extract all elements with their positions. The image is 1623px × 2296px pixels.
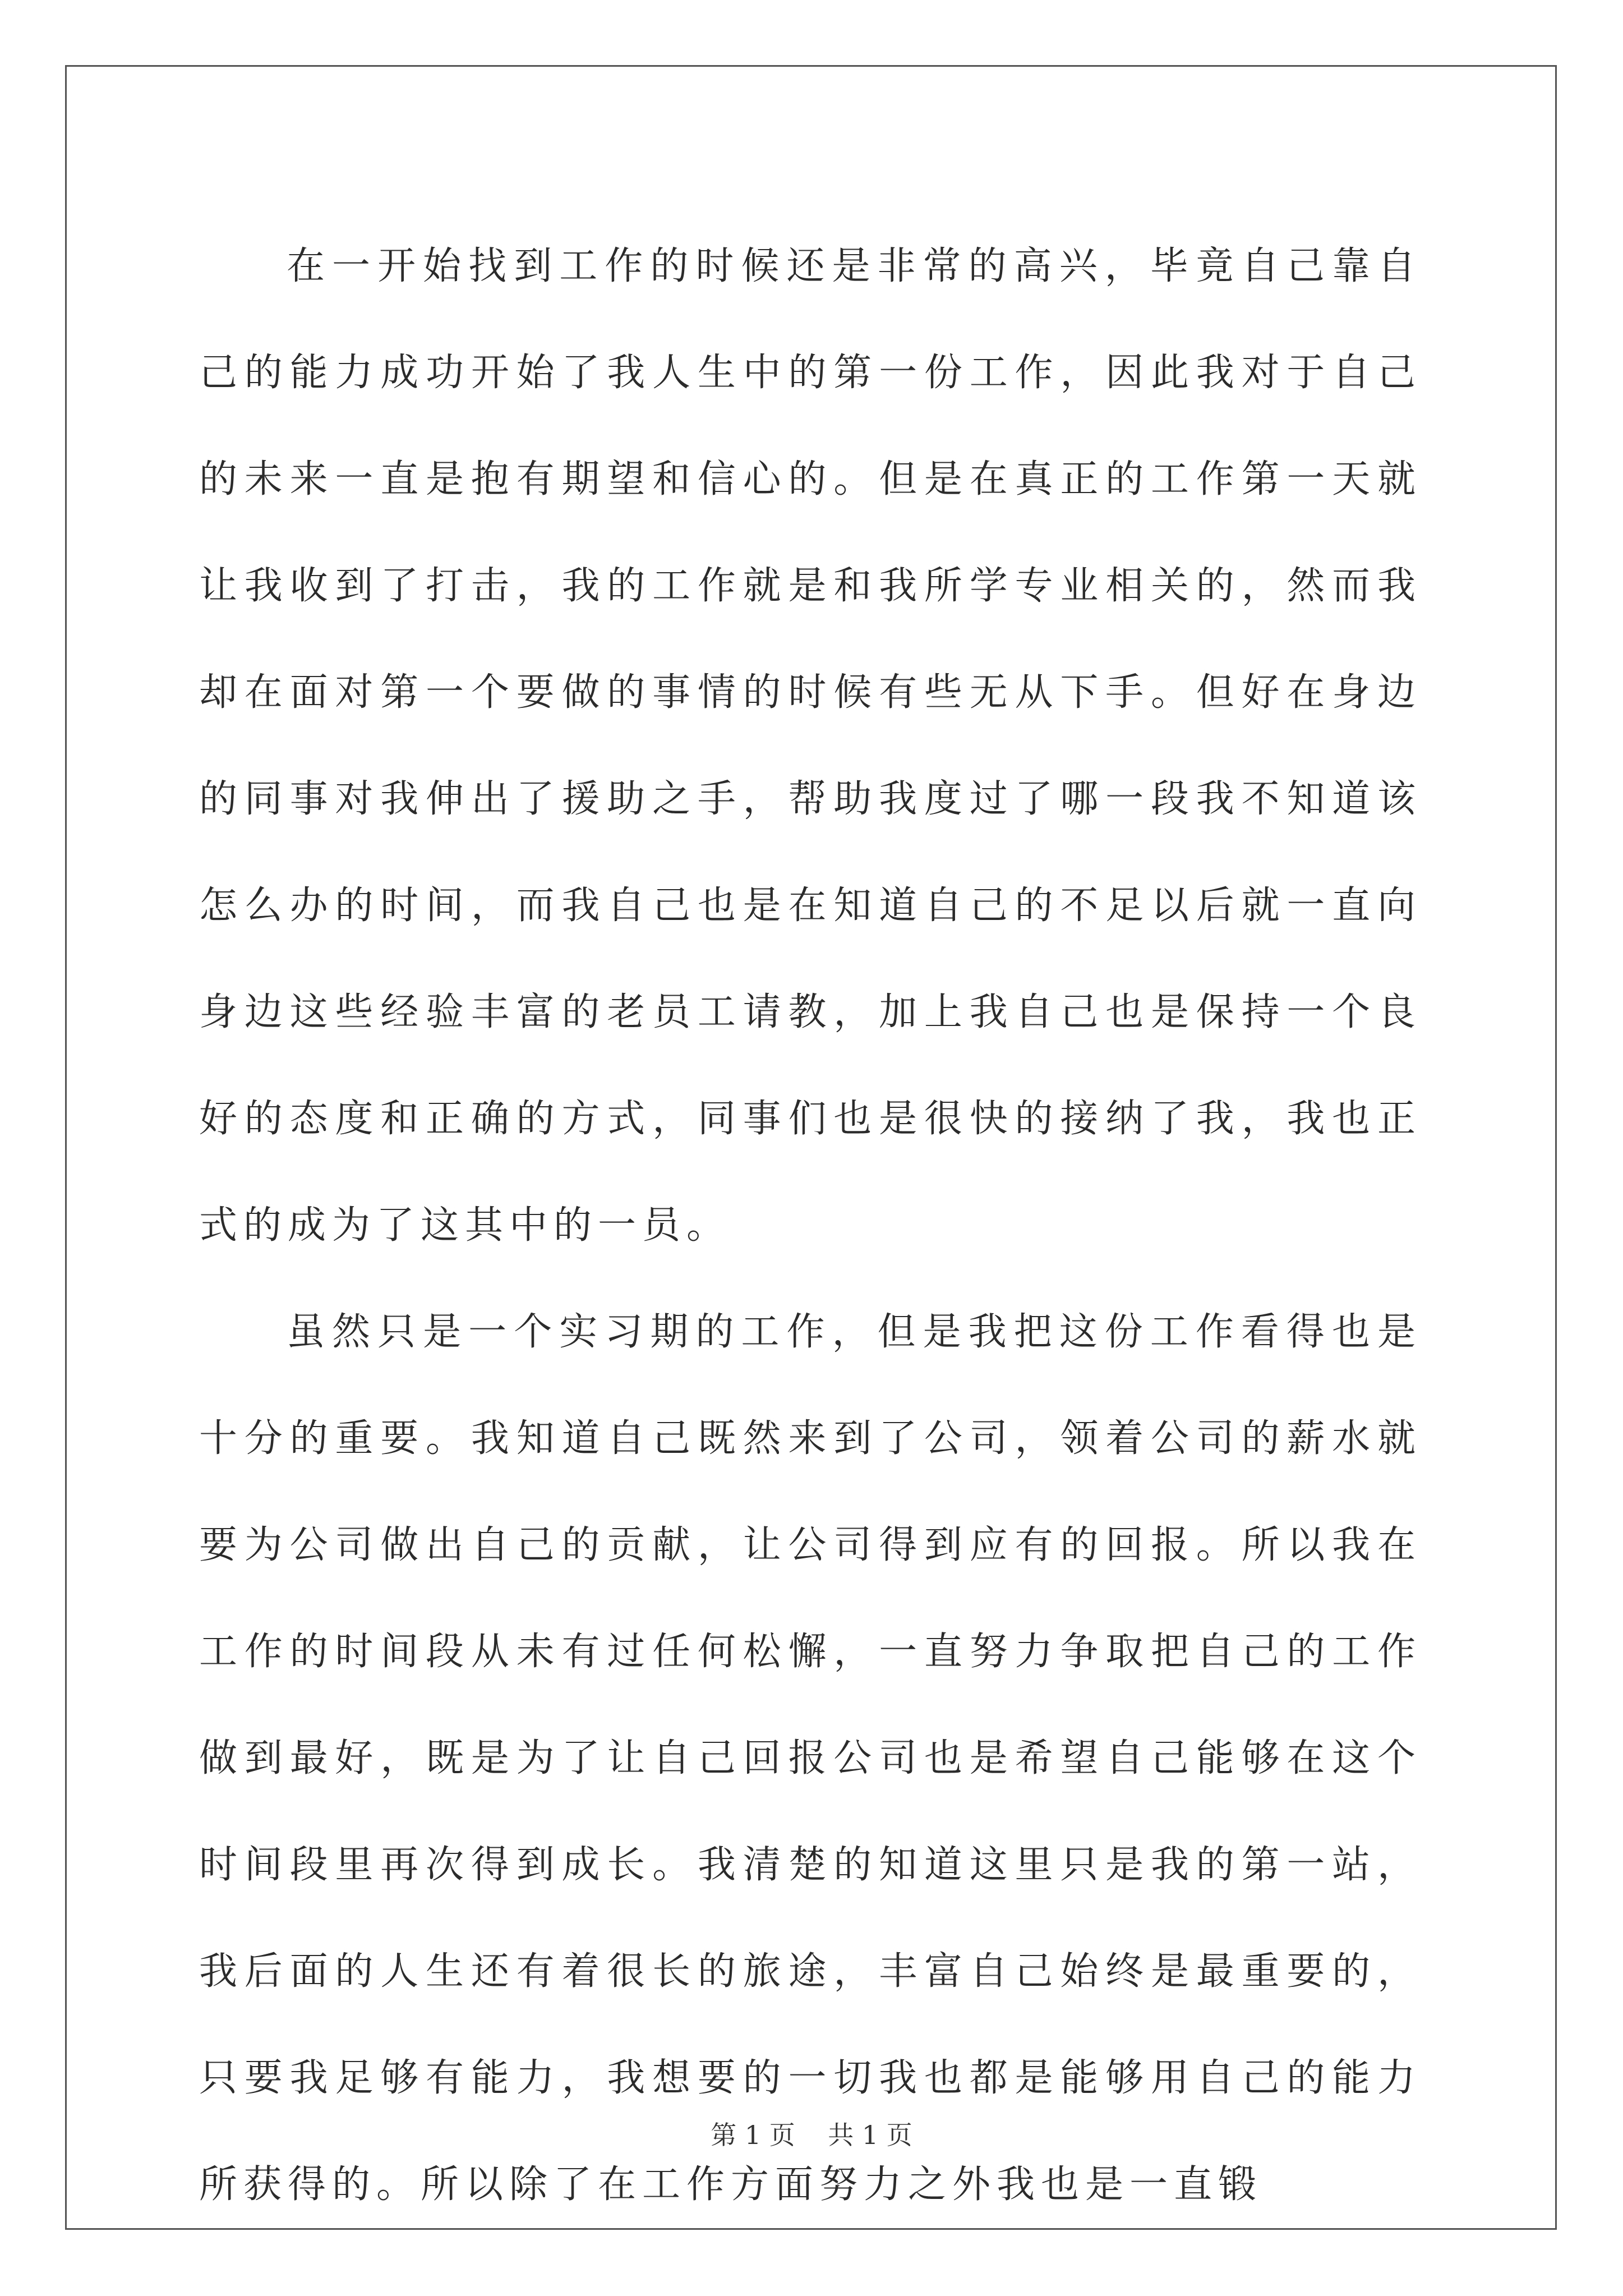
page-footer: 第 1 页 共 1 页 (711, 2120, 912, 2150)
document-body (199, 213, 1422, 2238)
paragraph-2: 虽然只是一个实习期的工作，但是我把这份工作看得也是十分的重要。我知道自己既然来到了公司，领着公司的薪水就要为公司做出自己的贡献，让公司得到应有的回报。所以我在工作的时间段从未有过任何松懈，一直努力争取把自己的工作做到最好，既是为了让自己回报公司也是希望自己能够在这个时间段里再次得到成长。我清楚的知道这里只是我的第一站，我后面的人生还有着很长的旅途，丰富自己始终是最重要的，只要我足够有能力，我想要的一切我也都是能够用自己的能力所获得的。所以除了在工作方面努力之外我也是一直锻 (199, 1310, 1422, 2207)
paragraph-1: 在一开始找到工作的时候还是非常的高兴，毕竟自己靠自己的能力成功开始了我人生中的第一份工作，因此我对于自己的未来一直是抱有期望和信心的。但是在真正的工作第一天就让我收到了打击，我的工作就是和我所学专业相关的，然而我却在面对第一个要做的事情的时候有些无从下手。但好在身边的同事对我伸出了援助之手，帮助我度过了哪一段我不知道该怎么办的时间，而我自己也是在知道自己的不足以后就一直向身边这些经验丰富的老员工请教，加上我自己也是保持一个良好的态度和正确的方式，同事们也是很快的接纳了我，我也正式的成为了这其中的一员。 (199, 244, 1422, 1248)
